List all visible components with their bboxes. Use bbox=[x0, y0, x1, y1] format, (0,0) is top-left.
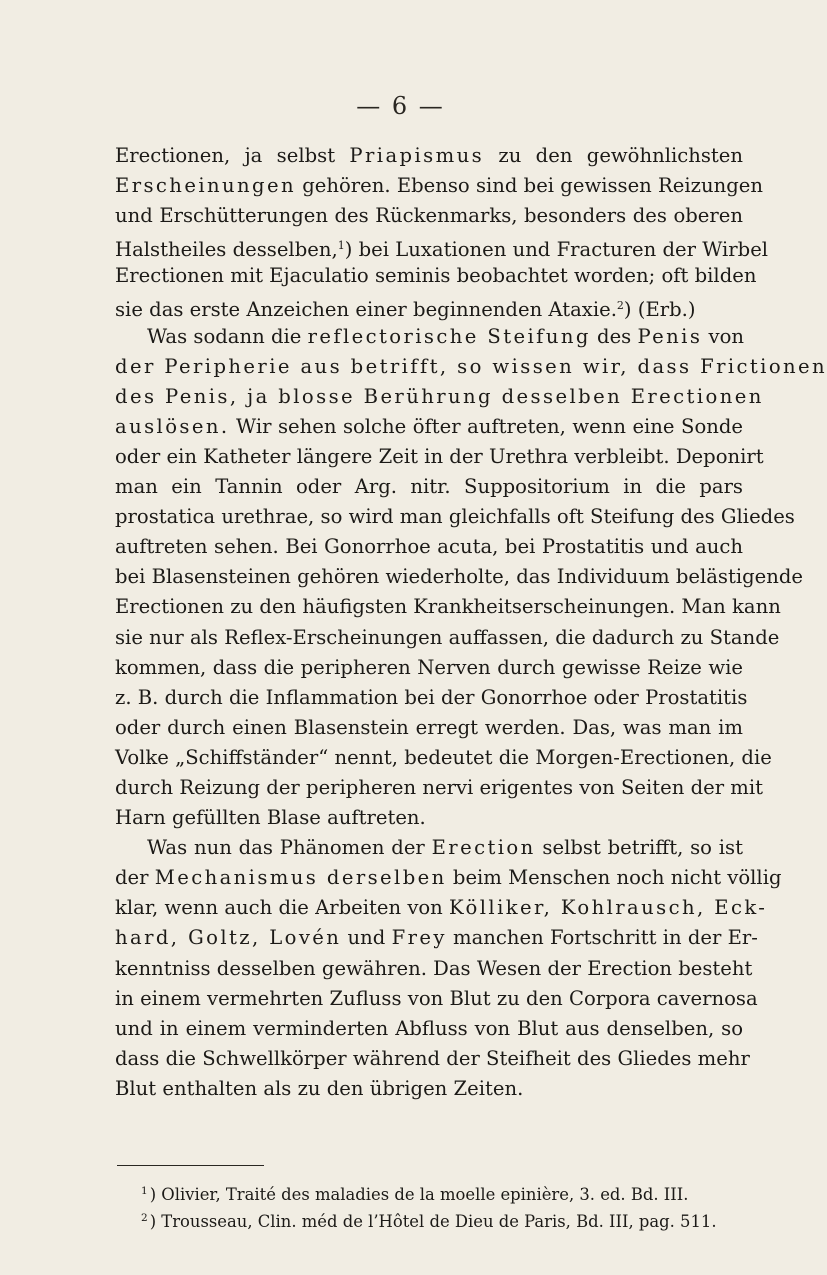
text-segment: Erectionen, ja selbst bbox=[115, 144, 350, 167]
text-segment: sie nur als Reflex-Erscheinungen auffassen, die dadurch zu Stande bbox=[115, 625, 780, 649]
body-text bbox=[115, 141, 827, 1104]
emphasized-text: Frey bbox=[391, 926, 447, 950]
emphasized-text: Erection bbox=[431, 836, 536, 860]
text-segment: in einem vermehrten Zufluss von Blut zu den Corpora cavernosa bbox=[115, 986, 758, 1010]
footnote-reference: 1 bbox=[337, 239, 345, 253]
text-line bbox=[115, 1044, 750, 1074]
text-segment: Volke „Schiffständer“ nennt, bedeutet die Morgen-Erectionen, die bbox=[115, 745, 772, 769]
footnote-reference: 2 bbox=[616, 299, 624, 313]
text-line bbox=[115, 171, 763, 201]
text-segment: Wir sehen solche öfter auftreten, wenn eine Sonde bbox=[229, 414, 743, 438]
emphasized-text: Mechanismus derselben bbox=[154, 866, 447, 890]
text-line bbox=[115, 592, 781, 622]
text-segment: zu den gewöhnlichsten bbox=[484, 144, 743, 167]
text-segment: bei Blasensteinen gehören wiederholte, das Individuum belästigende bbox=[115, 565, 803, 589]
text-segment: selbst betrifft, so ist bbox=[535, 836, 743, 860]
text-segment: und bbox=[341, 926, 392, 950]
text-line bbox=[115, 502, 795, 532]
text-line bbox=[115, 291, 743, 321]
text-segment: durch Reizung der peripheren nervi erigentes von Seiten der mit bbox=[115, 775, 764, 799]
text-segment: Halstheiles desselben, bbox=[115, 238, 338, 262]
text-line bbox=[115, 863, 782, 893]
emphasized-text: des Penis, ja blosse Berührung desselben Erectionen bbox=[115, 384, 764, 408]
text-line bbox=[115, 352, 827, 382]
text-segment: kenntniss desselben gewähren. Das Wesen der Erection besteht bbox=[115, 956, 753, 980]
footnote-divider bbox=[117, 1165, 264, 1166]
text-segment: oder durch einen Blasenstein erregt werden. Das, was man im bbox=[115, 715, 743, 739]
text-segment: Harn gefüllten Blase auftreten. bbox=[115, 806, 426, 830]
text-line bbox=[115, 231, 769, 262]
text-line bbox=[115, 141, 743, 171]
text-line bbox=[115, 261, 757, 291]
text-line bbox=[115, 1014, 743, 1044]
footnote-mark: 1 bbox=[141, 1185, 148, 1197]
footnote-text: ) Olivier, Traité des maladies de la moelle epinière, 3. ed. Bd. III. bbox=[149, 1185, 689, 1204]
text-line bbox=[115, 833, 743, 863]
footnote bbox=[141, 1205, 751, 1232]
text-segment: gehören. Ebenso sind bei gewissen Reizungen bbox=[296, 174, 763, 198]
footnote-text: ) Trousseau, Clin. méd de l’Hôtel de Dieu de Paris, Bd. III, pag. 511. bbox=[149, 1212, 717, 1231]
text-line bbox=[115, 984, 758, 1014]
text-line bbox=[115, 773, 764, 803]
text-segment: von bbox=[702, 324, 745, 348]
text-segment: oder ein Katheter längere Zeit in der Urethra verbleibt. Deponirt bbox=[115, 444, 764, 468]
text-segment: man ein Tannin oder Arg. nitr. Suppositorium in die pars bbox=[115, 475, 743, 499]
text-segment: prostatica urethrae, so wird man gleichfalls oft Steifung des Gliedes bbox=[115, 505, 795, 529]
text-line bbox=[115, 201, 743, 231]
text-segment: Erectionen mit Ejaculatio seminis beobachtet worden; oft bilden bbox=[115, 264, 757, 288]
text-segment: Erectionen zu den häufigsten Krankheitserscheinungen. Man kann bbox=[115, 595, 781, 619]
footnotes bbox=[141, 1178, 751, 1232]
text-line bbox=[115, 532, 743, 562]
text-segment: klar, wenn auch die Arbeiten von bbox=[115, 896, 450, 920]
text-segment: z. B. durch die Inflammation bei der Gonorrhoe oder Prostatitis bbox=[115, 685, 748, 709]
text-line bbox=[115, 322, 743, 352]
emphasized-text: Penis bbox=[637, 324, 703, 348]
footnote-mark: 2 bbox=[141, 1212, 148, 1224]
text-segment: beim Menschen noch nicht völlig bbox=[446, 866, 782, 890]
text-segment: ) (Erb.) bbox=[623, 298, 696, 322]
emphasized-text: Priapismus bbox=[349, 144, 485, 167]
text-segment: und in einem verminderten Abfluss von Blut aus denselben, so bbox=[115, 1016, 743, 1040]
text-line bbox=[115, 923, 758, 953]
text-segment: dass die Schwellkörper während der Steifheit des Gliedes mehr bbox=[115, 1046, 750, 1070]
text-line bbox=[115, 653, 743, 683]
text-segment: der bbox=[115, 866, 155, 890]
text-line bbox=[115, 412, 743, 442]
text-segment: Blut enthalten als zu den übrigen Zeiten. bbox=[115, 1076, 524, 1100]
text-line bbox=[115, 713, 743, 743]
text-line bbox=[115, 472, 743, 502]
text-line bbox=[115, 623, 780, 653]
emphasized-text: Kölliker, Kohlrausch, Eck- bbox=[449, 896, 768, 920]
emphasized-text: reflectorische Steifung bbox=[307, 324, 591, 348]
text-line bbox=[115, 442, 764, 472]
text-segment: des bbox=[590, 324, 638, 348]
text-line bbox=[115, 1074, 743, 1104]
text-segment: und Erschütterungen des Rückenmarks, besonders des oberen bbox=[115, 204, 743, 228]
text-line bbox=[115, 803, 743, 833]
text-segment: manchen Fortschritt in der Er- bbox=[446, 926, 758, 950]
text-line bbox=[115, 562, 803, 592]
text-segment: ) bei Luxationen und Fracturen der Wirbel bbox=[344, 238, 769, 262]
text-line bbox=[115, 743, 772, 773]
text-segment: Was nun das Phänomen der bbox=[147, 836, 432, 860]
text-line bbox=[115, 893, 768, 923]
text-line bbox=[115, 683, 748, 713]
emphasized-text: der Peripherie aus betrifft, so wissen wir, dass Frictionen bbox=[115, 354, 827, 378]
emphasized-text: auslösen. bbox=[115, 414, 230, 438]
text-segment: Was sodann die bbox=[147, 324, 308, 348]
footnote bbox=[141, 1178, 751, 1205]
text-segment: sie das erste Anzeichen einer beginnenden Ataxie. bbox=[115, 298, 617, 322]
emphasized-text: hard, Goltz, Lovén bbox=[115, 926, 342, 950]
emphasized-text: Erscheinungen bbox=[115, 174, 296, 198]
text-segment: auftreten sehen. Bei Gonorrhoe acuta, bei Prostatitis und auch bbox=[115, 535, 743, 559]
text-line bbox=[115, 382, 764, 412]
text-line bbox=[115, 954, 753, 984]
page-number: — 6 — bbox=[356, 92, 445, 120]
text-segment: kommen, dass die peripheren Nerven durch gewisse Reize wie bbox=[115, 655, 743, 679]
